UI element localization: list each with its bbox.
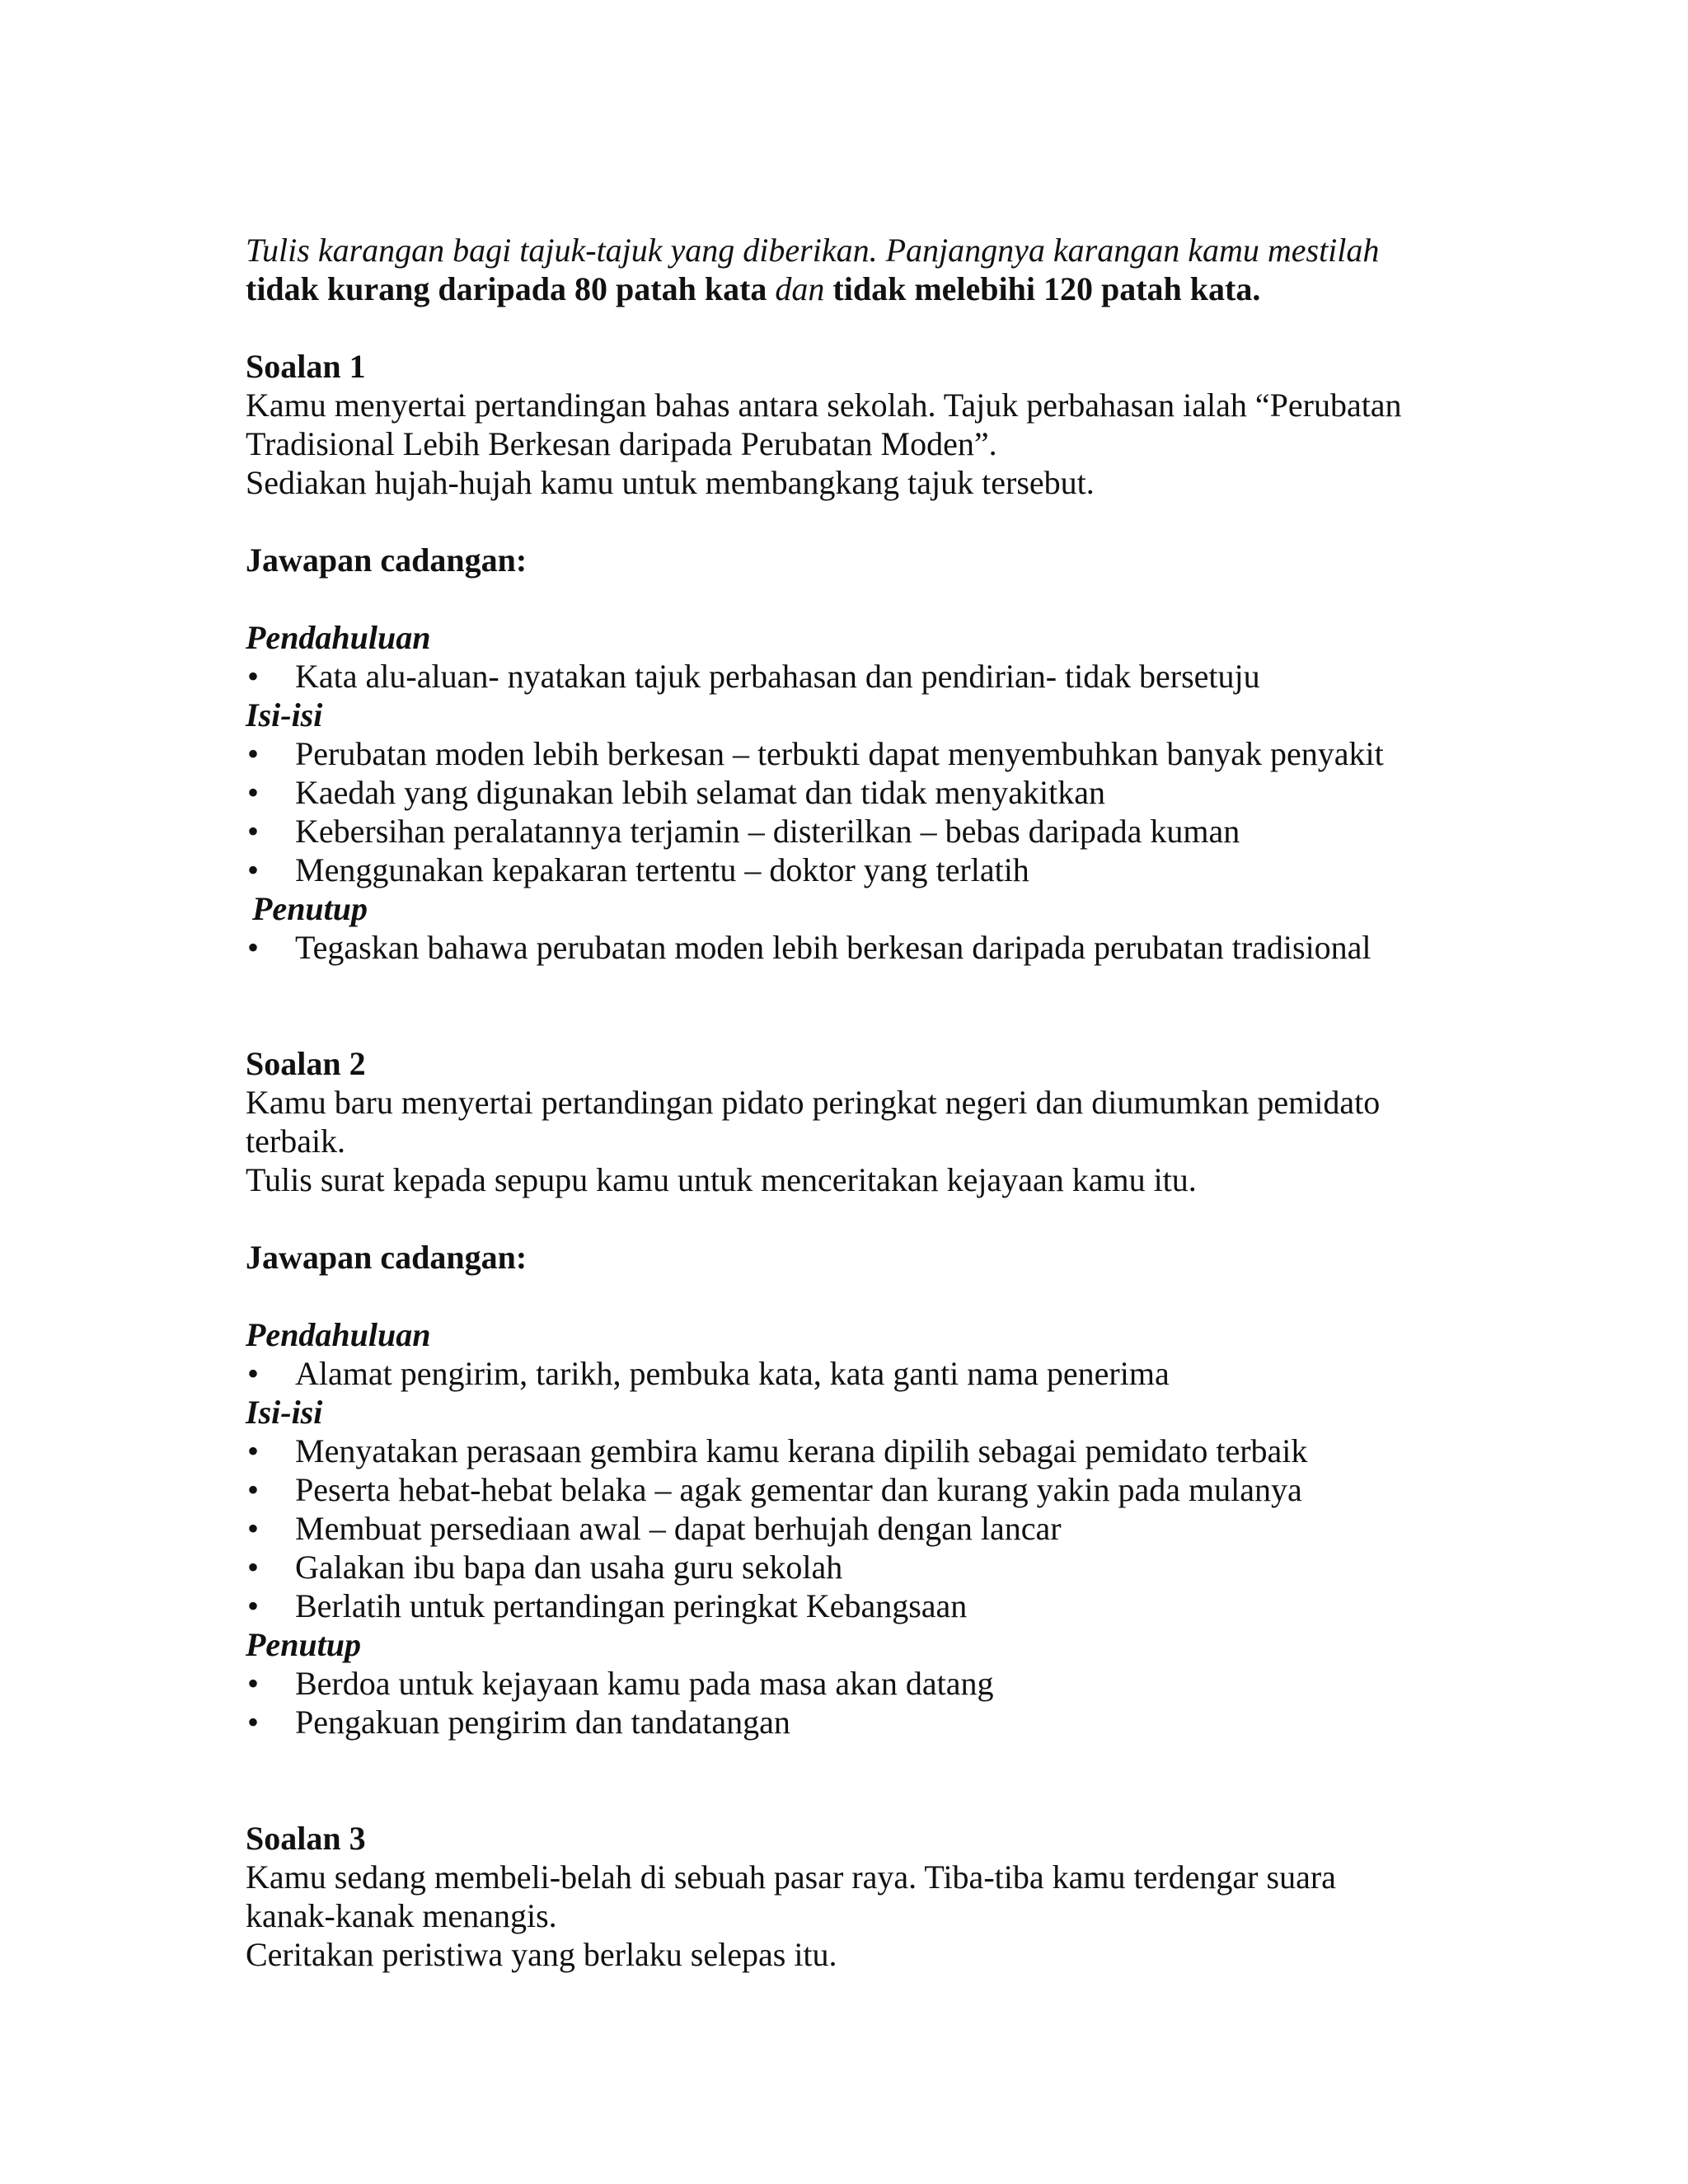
list-item (246, 773, 1531, 812)
bullet-list (246, 1664, 1531, 1741)
list-item (246, 734, 1531, 773)
list-item-text: Berdoa untuk kejayaan kamu pada masa akan datang (295, 1665, 994, 1702)
question-prompt-line: Kamu baru menyertai pertandingan pidato peringkat negeri dan diumumkan pemidato (246, 1084, 1381, 1121)
section-heading-penutup: Penutup (246, 1626, 362, 1663)
question-prompt-line: Kamu sedang membeli-belah di sebuah pasar raya. Tiba-tiba kamu terdengar suara (246, 1858, 1336, 1896)
list-item-text: Kebersihan peralatannya terjamin – disterilkan – bebas daripada kuman (295, 813, 1240, 850)
bullet-list (246, 1432, 1531, 1625)
question-title: Soalan 3 (246, 1820, 366, 1857)
bullet-glyph: • (247, 1355, 260, 1392)
instructions-bold-a: tidak kurang daripada 80 patah kata (246, 270, 776, 307)
bullet-list (246, 734, 1531, 889)
question-title: Soalan 1 (246, 348, 366, 385)
question-prompt-line: terbaik. (246, 1122, 346, 1160)
list-item (246, 657, 1531, 696)
list-item-text: Berlatih untuk pertandingan peringkat Kebangsaan (295, 1587, 968, 1624)
bullet-glyph: • (247, 1549, 260, 1586)
instructions-line-2 (246, 269, 1531, 308)
instructions-bold-b: tidak melebihi 120 patah kata. (824, 270, 1261, 307)
question-title: Soalan 2 (246, 1045, 366, 1082)
list-item-text: Menggunakan kepakaran tertentu – doktor yang terlatih (295, 851, 1029, 888)
bullet-glyph: • (247, 1665, 260, 1702)
list-item (246, 1432, 1531, 1470)
bullet-glyph: • (247, 929, 260, 966)
section-heading-pendahuluan: Pendahuluan (246, 619, 431, 656)
list-item-text: Membuat persediaan awal – dapat berhujah dengan lancar (295, 1510, 1062, 1547)
list-item-text: Tegaskan bahawa perubatan moden lebih berkesan daripada perubatan tradisional (295, 929, 1372, 966)
list-item (246, 1509, 1531, 1548)
list-item (246, 1664, 1531, 1703)
question-prompt-line: Sediakan hujah-hujah kamu untuk membangkang tajuk tersebut. (246, 464, 1095, 501)
list-item (246, 1703, 1531, 1741)
list-item-text: Peserta hebat-hebat belaka – agak gementar dan kurang yakin pada mulanya (295, 1471, 1302, 1508)
question-prompt-line: Ceritakan peristiwa yang berlaku selepas itu. (246, 1936, 837, 1973)
question-prompt-line: kanak-kanak menangis. (246, 1897, 557, 1934)
list-item-text: Kaedah yang digunakan lebih selamat dan tidak menyakitkan (295, 774, 1106, 811)
section-heading-penutup: Penutup (252, 890, 368, 927)
bullet-glyph: • (247, 1471, 260, 1508)
bullet-list (246, 928, 1531, 967)
instructions-line-1: Tulis karangan bagi tajuk-tajuk yang diberikan. Panjangnya karangan kamu mestilah (246, 232, 1380, 269)
list-item-text: Pengakuan pengirim dan tandatangan (295, 1704, 790, 1741)
list-item (246, 928, 1531, 967)
bullet-glyph: • (247, 658, 260, 695)
question-prompt-line: Kamu menyertai pertandingan bahas antara sekolah. Tajuk perbahasan ialah “Perubatan (246, 387, 1402, 424)
section-heading-pendahuluan: Pendahuluan (246, 1316, 431, 1353)
instructions-italic: dan (775, 270, 825, 307)
bullet-glyph: • (247, 851, 260, 888)
bullet-glyph: • (247, 1587, 260, 1624)
list-item (246, 1548, 1531, 1586)
answer-heading: Jawapan cadangan: (246, 541, 528, 579)
bullet-glyph: • (247, 774, 260, 811)
question-1 (246, 347, 1531, 967)
bullet-list (246, 657, 1531, 696)
section-heading-isi: Isi-isi (246, 696, 323, 733)
list-item-text: Galakan ibu bapa dan usaha guru sekolah (295, 1549, 843, 1586)
list-item-text: Perubatan moden lebih berkesan – terbukti dapat menyembuhkan banyak penyakit (295, 735, 1384, 772)
section-heading-isi: Isi-isi (246, 1394, 323, 1431)
list-item (246, 1354, 1531, 1393)
question-3 (246, 1819, 1531, 1974)
list-item (246, 1470, 1531, 1509)
bullet-glyph: • (247, 1510, 260, 1547)
answer-heading: Jawapan cadangan: (246, 1239, 528, 1276)
list-item (246, 851, 1531, 889)
list-item (246, 1586, 1531, 1625)
bullet-glyph: • (247, 1432, 260, 1469)
question-2 (246, 1044, 1531, 1741)
document-page (246, 231, 1531, 1974)
bullet-glyph: • (247, 813, 260, 850)
bullet-list (246, 1354, 1531, 1393)
list-item-text: Kata alu-aluan- nyatakan tajuk perbahasan dan pendirian- tidak bersetuju (295, 658, 1260, 695)
list-item-text: Menyatakan perasaan gembira kamu kerana dipilih sebagai pemidato terbaik (295, 1432, 1308, 1469)
question-prompt-line: Tulis surat kepada sepupu kamu untuk menceritakan kejayaan kamu itu. (246, 1161, 1197, 1198)
list-item-text: Alamat pengirim, tarikh, pembuka kata, kata ganti nama penerima (295, 1355, 1170, 1392)
question-prompt-line: Tradisional Lebih Berkesan daripada Perubatan Moden”. (246, 425, 997, 462)
bullet-glyph: • (247, 1704, 260, 1741)
bullet-glyph: • (247, 735, 260, 772)
list-item (246, 812, 1531, 851)
